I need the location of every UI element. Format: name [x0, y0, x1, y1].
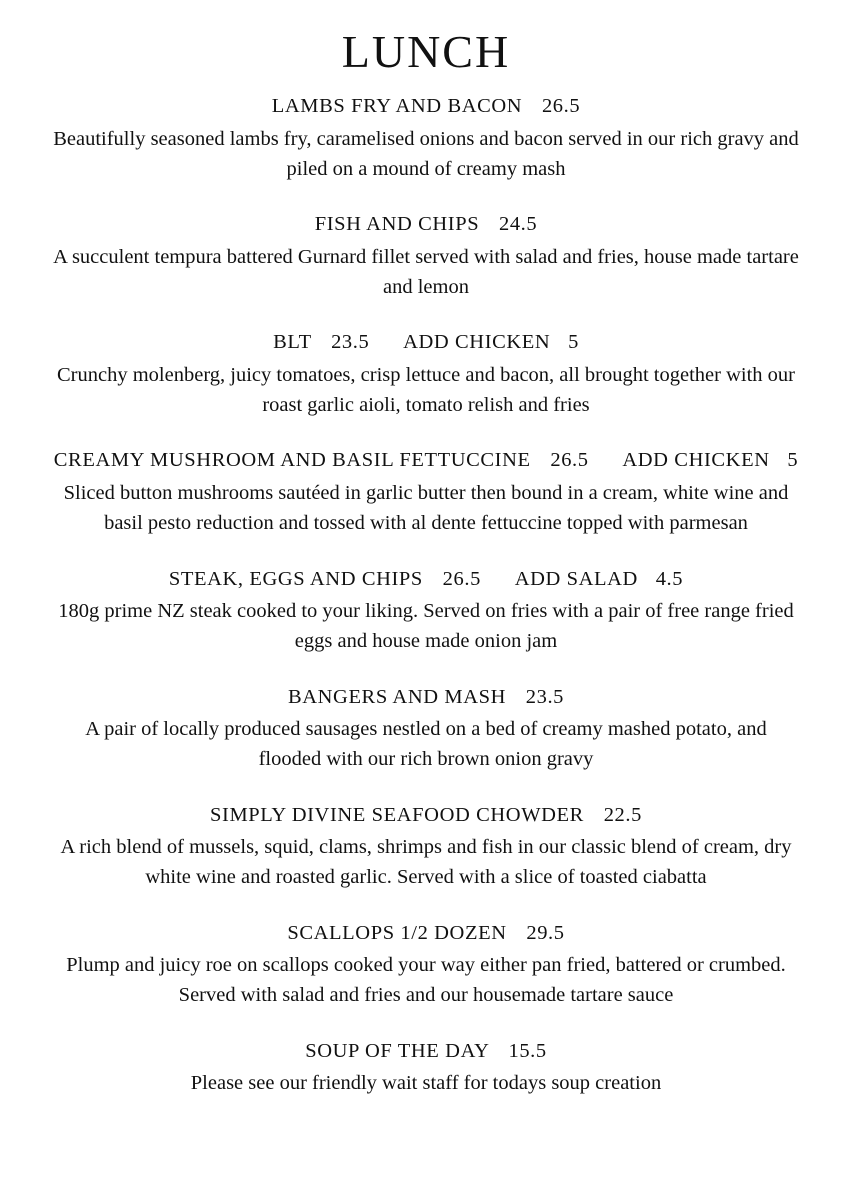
menu-item-name: BANGERS AND MASH: [287, 685, 507, 708]
menu-item: [30, 212, 822, 302]
menu-item-price: 23.5: [525, 685, 565, 708]
menu-item-price: 26.5: [442, 567, 481, 590]
page-title: LUNCH: [341, 26, 511, 77]
menu-item-price: 15.5: [508, 1039, 547, 1062]
menu-item-description: 180g prime NZ steak cooked to your liking. Served on fries with a pair of free range fried eggs and house made onion jam: [58, 600, 794, 652]
menu-item: [30, 685, 822, 775]
menu-item-addon-price: 5: [787, 449, 799, 472]
menu-item-description: A succulent tempura battered Gurnard fillet served with salad and fries, house made tartare and lemon: [53, 245, 799, 298]
menu-item-list: [30, 94, 822, 1099]
menu-item-name: LAMBS FRY AND BACON: [271, 95, 523, 118]
menu-item: [30, 1039, 822, 1099]
menu-item-heading: [30, 803, 822, 829]
menu-item-description: Beautifully seasoned lambs fry, caramelised onions and bacon served in our rich gravy and piled on a mound of creamy mash: [53, 127, 799, 180]
menu-item-name: SCALLOPS 1/2 DOZEN: [287, 921, 507, 944]
menu-item-name: SOUP OF THE DAY: [305, 1039, 489, 1062]
menu-item-heading: [30, 921, 822, 947]
menu-item: [30, 448, 822, 538]
menu-item-name: FISH AND CHIPS: [314, 213, 480, 236]
menu-item-description: Please see our friendly wait staff for todays soup creation: [190, 1072, 662, 1095]
menu-item-name: CREAMY MUSHROOM AND BASIL FETTUCCINE: [53, 449, 531, 472]
menu-item: [30, 921, 822, 1011]
menu-item-addon-price: 4.5: [655, 567, 684, 590]
menu-item-price: 22.5: [603, 803, 642, 826]
menu-item-description: Crunchy molenberg, juicy tomatoes, crisp lettuce and bacon, all brought together with our roast garlic aioli, tomato relish and fries: [57, 364, 795, 416]
menu-item-heading: [30, 448, 822, 474]
menu-item-name: STEAK, EGGS AND CHIPS: [168, 567, 423, 590]
menu-item-name: BLT: [273, 331, 312, 354]
menu-item-heading: [30, 94, 822, 120]
menu-item-addon: ADD SALAD: [514, 567, 638, 590]
menu-item-heading: [30, 212, 822, 238]
menu-item: [30, 330, 822, 420]
menu-item-price: 29.5: [526, 921, 565, 944]
menu-item-heading: [30, 1039, 822, 1065]
menu-item-description: A pair of locally produced sausages nestled on a bed of creamy mashed potato, and flooded with our rich brown onion gravy: [85, 718, 767, 770]
menu-item-heading: [30, 330, 822, 356]
menu-item: [30, 94, 822, 184]
menu-item-addon: ADD CHICKEN: [403, 331, 551, 354]
menu-item-description: A rich blend of mussels, squid, clams, shrimps and fish in our classic blend of cream, dry white wine and roasted garlic. Served with a slice of toasted ciabatta: [60, 836, 792, 889]
menu-item-price: 24.5: [498, 213, 538, 236]
menu-item-addon-price: 5: [568, 331, 579, 354]
menu-item-price: 26.5: [541, 95, 581, 118]
menu-item-price: 26.5: [550, 449, 589, 472]
menu-item-name: SIMPLY DIVINE SEAFOOD CHOWDER: [210, 803, 584, 826]
menu-item-heading: [30, 685, 822, 711]
menu-item-addon: ADD CHICKEN: [622, 449, 770, 472]
menu-item-description: Sliced button mushrooms sautéed in garlic butter then bound in a cream, white wine and basil pesto reduction and tossed with al dente fettuccine topped with parmesan: [63, 482, 789, 534]
menu-item: [30, 803, 822, 893]
menu-item-price: 23.5: [331, 331, 370, 354]
menu-item-description: Plump and juicy roe on scallops cooked your way either pan fried, battered or crumbed. Served with salad and fries and our housemade tartare sauce: [66, 954, 786, 1007]
menu-item-heading: [30, 567, 822, 593]
menu-item: [30, 567, 822, 657]
